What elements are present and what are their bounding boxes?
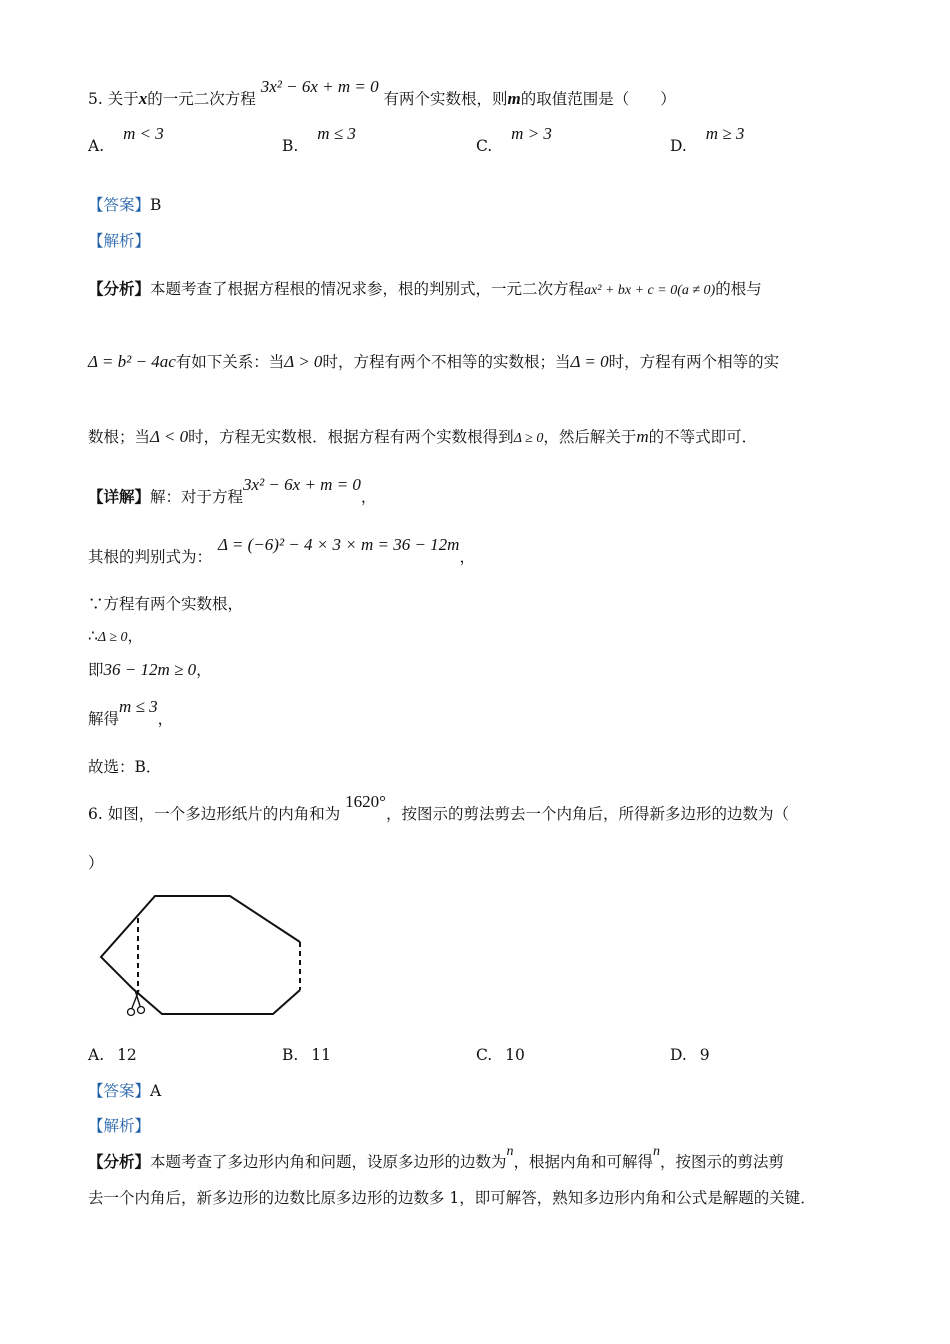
fenxi-text: 本题考查了多边形内角和问题，设原多边形的边数为 <box>150 1153 507 1171</box>
ji-text: 即 <box>88 661 104 679</box>
option-math: m > 3 <box>511 124 552 143</box>
option-value: 11 <box>311 1046 331 1064</box>
delta-positive-math: Δ > 0 <box>284 352 323 371</box>
delta-zero-math: Δ = 0 <box>570 352 609 371</box>
q6-polygon-figure <box>95 890 310 1025</box>
q5-option-d[interactable] <box>670 124 745 157</box>
q5-var-m: m <box>507 89 521 108</box>
q5-guxuan: 故选：B． <box>88 758 162 776</box>
ji-text: ， <box>196 661 212 679</box>
q5-fenxi-line2 <box>88 351 779 373</box>
q6-option-c[interactable] <box>476 1044 525 1066</box>
jiede-text: 解得 <box>88 710 120 728</box>
q5-stem-text-b: 的一元二次方程 <box>147 90 256 108</box>
q6-stem-text-a: 6. 如图，一个多边形纸片的内角和为 <box>88 805 341 823</box>
option-label: B. <box>282 137 299 155</box>
var-n: n <box>653 1144 661 1159</box>
delta-negative-math: Δ < 0 <box>150 427 189 446</box>
fenxi-text: ，按图示的剪法剪 <box>660 1153 785 1171</box>
xiangjie-equation: 3x² − 6x + m = 0 <box>243 475 361 494</box>
q5-discriminant <box>88 535 475 568</box>
q6-stem <box>88 792 789 825</box>
q5-jiede <box>88 697 174 730</box>
option-math: m < 3 <box>123 124 164 143</box>
q6-stem-close: ） <box>88 854 104 872</box>
fenxi-text: 时，方程有两个不相等的实数根；当 <box>322 353 571 371</box>
scissors-icon <box>128 990 145 1016</box>
fenxi-text: 时，方程无实数根．根据方程有两个实数根得到 <box>188 428 514 446</box>
q6-angle-sum: 1620° <box>345 792 386 811</box>
xiangjie-tag: 【详解】 <box>88 487 151 506</box>
q5-fenxi-line3 <box>88 426 757 450</box>
therefore-text: ， <box>127 627 144 645</box>
fenxi-text: 本题考查了根据方程根的情况求参，根的判别式，一元二次方程 <box>150 280 585 298</box>
option-value: 9 <box>699 1046 710 1064</box>
option-label: D. <box>670 137 687 155</box>
q5-equation: 3x² − 6x + m = 0 <box>260 77 379 96</box>
q5-analysis-tag: 【解析】 <box>88 232 151 250</box>
fenxi-text: 有如下关系：当 <box>175 353 285 371</box>
disc-math: Δ = (−6)² − 4 × 3 × m = 36 − 12m <box>218 535 460 554</box>
answer-tag: 【答案】 <box>88 196 151 214</box>
fenxi-text: 数根；当 <box>88 428 151 446</box>
polygon-solid-edges <box>101 896 300 1014</box>
q6-option-d[interactable] <box>670 1044 710 1066</box>
fenxi-text: ，根据内角和可解得 <box>513 1153 654 1171</box>
q5-therefore <box>88 625 143 649</box>
option-label: A. <box>88 1046 105 1064</box>
q5-option-b[interactable] <box>282 124 356 157</box>
fenxi-text: ，然后解关于 <box>543 428 637 446</box>
q5-fenxi-line1 <box>88 278 762 302</box>
therefore-math: Δ ≥ 0 <box>97 630 128 645</box>
disc-text: 其根的判别式为： <box>88 548 213 566</box>
q5-option-c[interactable] <box>476 124 552 157</box>
answer-tag: 【答案】 <box>88 1082 151 1100</box>
general-equation-math: ax² + bx + c = 0(a ≠ 0) <box>584 283 716 298</box>
ji-math: 36 − 12m ≥ 0 <box>103 660 197 679</box>
fenxi-text: 的不等式即可． <box>648 428 758 446</box>
q6-option-b[interactable] <box>282 1044 331 1066</box>
fenxi-tag: 【分析】 <box>88 279 151 298</box>
q6-fenxi-line1 <box>88 1144 785 1175</box>
q5-ji <box>88 659 212 681</box>
q6-fenxi-line2: 去一个内角后，新多边形的边数比原多边形的边数多 1，即可解答，熟知多边形内角和公式是解题的关键． <box>88 1189 816 1207</box>
q5-answer <box>88 194 161 216</box>
option-label: C. <box>476 137 493 155</box>
xiangjie-text: 解：对于方程 <box>150 488 244 506</box>
q6-option-a[interactable] <box>88 1044 137 1066</box>
q5-number: 5. <box>88 90 103 108</box>
q5-xiangjie <box>88 475 377 508</box>
q5-stem <box>88 77 676 110</box>
discriminant-def-math: Δ = b² − 4ac <box>88 352 176 371</box>
fenxi-tag: 【分析】 <box>88 1152 151 1171</box>
q5-stem-text-a: 关于 <box>107 90 139 108</box>
option-math: m ≤ 3 <box>317 124 356 143</box>
option-value: 12 <box>117 1046 137 1064</box>
xiangjie-text: ， <box>360 488 377 506</box>
jiede-text: ， <box>157 710 174 728</box>
q6-stem-text-b: ，按图示的剪法剪去一个内角后，所得新多边形的边数为（ <box>385 805 789 823</box>
q5-var-x: x <box>138 89 148 108</box>
jiede-math: m ≤ 3 <box>119 697 158 716</box>
disc-text: ， <box>459 548 475 566</box>
fenxi-text: 时，方程有两个相等的实 <box>608 353 780 371</box>
option-math: m ≥ 3 <box>705 124 745 143</box>
option-label: B. <box>282 1046 299 1064</box>
q5-stem-text-c: 有两个实数根，则 <box>383 90 508 108</box>
fenxi-text: 的根与 <box>715 280 762 298</box>
option-label: C. <box>476 1046 493 1064</box>
q5-stem-text-d: 的取值范围是（ ） <box>520 90 676 108</box>
option-label: A. <box>88 137 105 155</box>
var-n: n <box>506 1144 514 1159</box>
option-value: 10 <box>505 1046 525 1064</box>
q5-because: ∵方程有两个实数根， <box>88 595 244 613</box>
answer-value: A <box>150 1082 162 1100</box>
delta-nonneg-math: Δ ≥ 0 <box>513 431 544 446</box>
therefore-symbol: ∴ <box>88 627 98 645</box>
q5-option-a[interactable] <box>88 124 164 157</box>
q6-answer <box>88 1080 161 1102</box>
option-label: D. <box>670 1046 687 1064</box>
q6-analysis-tag: 【解析】 <box>88 1117 151 1135</box>
answer-value: B <box>150 196 162 214</box>
var-m: m <box>636 427 649 446</box>
